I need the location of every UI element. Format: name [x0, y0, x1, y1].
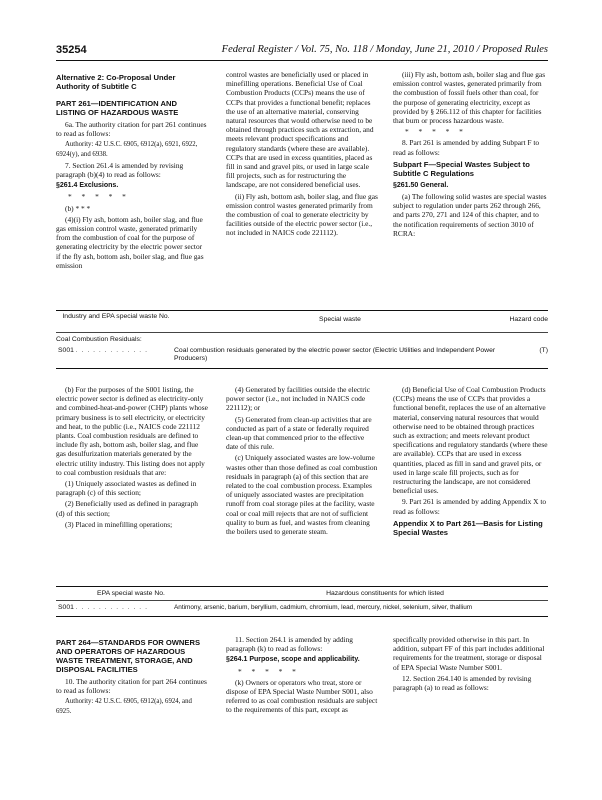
authority-citation-264: Authority: 42 U.S.C. 6905, 6912(a), 6924, and 6925. [56, 698, 192, 715]
instruction-7: 7. Section 261.4 is amended by revising paragraph (b)(4) to read as follows: [56, 160, 184, 180]
section-261-50-heading: §261.50 General. [393, 181, 449, 189]
table-2-top-rule [56, 586, 548, 587]
middle-column-2 [226, 385, 378, 538]
table-2-bottom-rule [56, 616, 548, 617]
instruction-9: 9. Part 261 is amended by adding Appendix X to read as follows: [393, 497, 547, 516]
section-261-4-heading: §261.4 Exclusions. [56, 182, 119, 190]
bottom-column-3 [393, 635, 548, 694]
table-2-header-rule [56, 600, 548, 601]
top-column-3 [393, 70, 548, 240]
subpart-f-title: Subpart F—Special Wastes Subject to Subtitle C Regulations [393, 159, 530, 178]
top-column-1 [56, 70, 208, 272]
paragraph-b: (b) * * * [65, 203, 91, 213]
ellipsis-stars: * * * * * [405, 127, 467, 137]
item-3: (3) Placed in minefilling operations; [65, 519, 173, 529]
table-1-row-hazard: (T) [539, 347, 548, 354]
paragraph-k: (k) Owners or operators who treat, store or dispose of EPA Special Waste Number S001, also referred to as coal combustion residuals are subject to the requirements of this part, except as [226, 677, 378, 715]
table-1-top-rule [56, 310, 548, 311]
item-5: (5) Generated from clean-up activities that are conducted as part of a state or federally required clean-up that commenced prior to the effective date of this rule. [226, 414, 372, 452]
section-264-1-heading: §264.1 Purpose, scope and applicability. [226, 656, 360, 664]
table-1-header-waste-no: Industry and EPA special waste No. [62, 313, 170, 320]
table-1-row-code: S001 . . . . . . . . . . . . . [58, 347, 148, 354]
table-1-row-description: Coal combustion residuals generated by the electric power sector (Electric Utilities and Independent Power Producers) [174, 347, 496, 362]
table-2-row-code: S001 . . . . . . . . . . . . . [58, 604, 148, 611]
paragraph-k-continued: specifically provided otherwise in this part. In addition, subpart FF of this part includes additional requirements for the treatment, storage or disposal of EPA Special Waste Number S001. [393, 635, 545, 672]
paragraph-b4: (4)(i) Fly ash, bottom ash, boiler slag, and flue gas emission control waste, generated primarily from the combustion of coal for the purpose of generating electricity by the electric power sector if the fly ash, bottom ash, boiler slag, and flue gas emission [56, 214, 204, 270]
ellipsis-stars: * * * * * [68, 192, 130, 202]
bottom-column-1 [56, 635, 208, 718]
paragraph-ii: (ii) Fly ash, bottom ash, boiler slag, and flue gas emission control wastes generated primarily from the combustion of coal to generate electricity by facilities outside of the electric power sector (i.e., not included in NAICS code 221112). [226, 191, 378, 238]
running-title: Federal Register / Vol. 75, No. 118 / Monday, June 21, 2010 / Proposed Rules [221, 44, 548, 55]
paragraph-iii: (iii) Fly ash, bottom ash, boiler slag and flue gas emission control wastes, generated primarily from the combustion of fossil fuels other than coal, for the purpose of generating electricity, except as provided by § 266.112 of this chapter for facilities that burn or process hazardous waste. [393, 70, 546, 126]
table-2-header-constituents: Hazardous constituents for which listed [326, 590, 444, 597]
table-1-header-rule [56, 332, 548, 333]
instruction-6a: 6a. The authority citation for part 261 continues to read as follows: [56, 120, 207, 139]
item-4: (4) Generated by facilities outside the electric power sector (i.e., not included in NAICS code 221112); or [226, 385, 371, 413]
middle-column-3 [393, 385, 548, 540]
paragraph-d: (d) Beneficial Use of Coal Combustion Products (CCPs) means the use of CCPs that provides a functional benefit, replaces the use of an alternative material, conserving natural resources that would otherwise need to be obtained through practices such as extraction; and meets relevant product specifications and regulatory standards (where these are available). CCPs that are used in excess quantities, placed as fill in sand and gravel pits, or used in large scale fill projects, such as for restructuring the landscape, are not considered beneficial uses. [393, 385, 548, 496]
paragraph-a: (a) The following solid wastes are special wastes subject to regulation under parts 262 through 266, and parts 270, 271 and 124 of this chapter, and to the notification requirements of section 3010 of RCRA: [393, 192, 547, 238]
instruction-8: 8. Part 261 is amended by adding Subpart F to read as follows: [393, 138, 540, 157]
page-header [56, 44, 548, 61]
item-2: (2) Beneficially used as defined in paragraph (d) of this section; [56, 499, 198, 518]
table-2-row-constituents: Antimony, arsenic, barium, beryllium, cadmium, chromium, lead, mercury, nickel, selenium, silver, thallium [174, 604, 473, 611]
waste-code: S001 [58, 347, 74, 354]
part-264-title: PART 264—STANDARDS FOR OWNERS AND OPERATORS OF HAZARDOUS WASTE TREATMENT, STORAGE, AND DISPOSAL FACILITIES [56, 638, 201, 674]
table-1-header-special-waste: Special waste [319, 316, 361, 323]
authority-citation: Authority: 42 U.S.C. 6905, 6912(a), 6921, 6922, 6924(y), and 6938. [56, 141, 198, 158]
instruction-10: 10. The authority citation for part 264 continues to read as follows: [56, 677, 207, 696]
instruction-12: 12. Section 264.140 is amended by revising paragraph (a) to read as follows: [393, 673, 532, 693]
table-1-bottom-rule [56, 368, 548, 369]
bottom-column-2 [226, 635, 378, 717]
instruction-11: 11. Section 264.1 is amended by adding paragraph (k) to read as follows: [226, 635, 353, 654]
waste-code: S001 [58, 604, 74, 611]
appendix-x-title: Appendix X to Part 261—Basis for Listing Special Wastes [393, 518, 543, 537]
middle-column-1 [56, 385, 208, 531]
alternative-title: Alternative 2: Co-Proposal Under Authority of Subtitle C [56, 73, 176, 91]
paragraph-b-definition: (b) For the purposes of the S001 listing, the electric power sector is defined as electricity-only and combined-heat-and-power (CHP) plants whose primary business is to sell electricity, or electricity and heat, to the public (i.e., NAICS code 221112 plants. Coal combustion residuals are defined to include fly ash, bottom ash, boiler slag, and flue gas desulfurization materials generated by the electric utility industry. This listing does not apply to coal combustion residuals that are: [56, 385, 208, 477]
paragraph-c: (c) Uniquely associated wastes are low-volume wastes other than those defined as coal combustion residuals in paragraph (a) of this section that are related to the coal combustion process. Examples of uniquely associated wastes are precipitation runoff from coal storage piles at the facility, waste coal or coal mill rejects that are not of sufficient quality to burn as fuel, and wastes from cleaning the boilers used to generate steam. [226, 453, 378, 537]
top-column-2 [226, 70, 378, 240]
part-261-title: PART 261—IDENTIFICATION AND LISTING OF HAZARDOUS WASTE [56, 99, 179, 117]
item-1: (1) Uniquely associated wastes as defined in paragraph (c) of this section; [56, 479, 197, 498]
table-2-header-waste-no: EPA special waste No. [97, 590, 165, 597]
page-number: 35254 [56, 44, 87, 56]
ellipsis-stars: * * * * * [238, 666, 300, 676]
table-1-header-hazard-code: Hazard code [509, 316, 548, 323]
beneficial-use-text: control wastes are beneficially used or placed in minefilling operations. Beneficial Use of Coal Combustion Products (CCPs) means the use of CCPs that provides a functional benefit; replaces the use of an alternative material, conserving natural resources that would otherwise need to be obtained through practices such as extraction, and meets relevant product specifications and regulatory standards (where these are available). CCPs that are used in excess quantities, placed as fill in sand and gravel pits, or used in large scale fill projects, such as for restructuring the landscape, are not considered beneficial uses. [226, 70, 374, 190]
table-1-group-label: Coal Combustion Residuals: [56, 336, 142, 343]
